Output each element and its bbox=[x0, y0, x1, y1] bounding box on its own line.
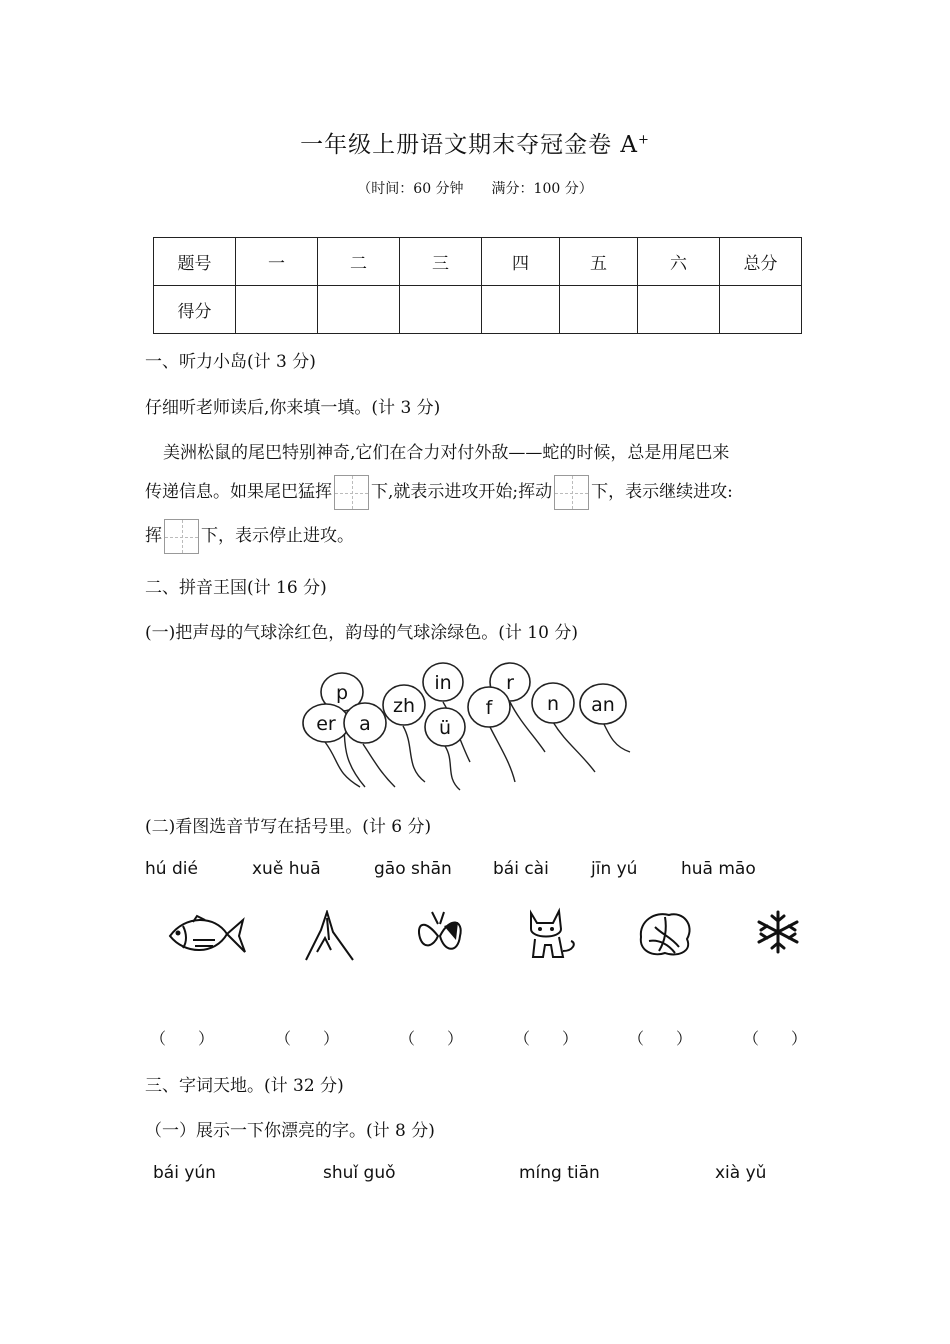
balloon-label: er bbox=[316, 713, 336, 735]
paragraph-line: 传递信息。如果尾巴猛挥 下,就表示进攻开始;挥动 下，表示继续进攻: bbox=[145, 475, 733, 510]
balloon-label: n bbox=[546, 693, 560, 715]
table-cell: 四 bbox=[482, 238, 560, 286]
syllable: bái cài bbox=[493, 859, 549, 879]
instruction: (一)把声母的气球涂红色，韵母的气球涂绿色。(计 10 分) bbox=[145, 623, 578, 643]
balloon-label: an bbox=[591, 694, 615, 716]
cat-icon bbox=[523, 905, 579, 963]
score-input-cell[interactable] bbox=[236, 286, 318, 334]
answer-parentheses[interactable]: （ ） bbox=[743, 1029, 808, 1048]
instruction: 仔细听老师读后,你来填一填。(计 3 分) bbox=[145, 398, 441, 418]
table-cell: 三 bbox=[400, 238, 482, 286]
balloon-label: p bbox=[335, 682, 349, 704]
table-cell: 一 bbox=[236, 238, 318, 286]
balloon-label: zh bbox=[392, 695, 416, 717]
score-input-cell[interactable] bbox=[482, 286, 560, 334]
butterfly-icon bbox=[414, 910, 466, 958]
instruction: (二)看图选音节写在括号里。(计 6 分) bbox=[145, 817, 432, 837]
table-row bbox=[154, 238, 802, 286]
mountain-icon bbox=[303, 910, 355, 962]
fish-icon bbox=[165, 910, 247, 962]
pinyin-word: míng tiān bbox=[519, 1163, 600, 1183]
section-heading: 二、拼音王国(计 16 分) bbox=[145, 578, 327, 598]
cabbage-icon bbox=[635, 907, 697, 959]
balloon-label: a bbox=[359, 713, 371, 735]
syllable: huā māo bbox=[681, 859, 756, 879]
balloons-illustration bbox=[295, 652, 635, 792]
section-heading: 三、字词天地。(计 32 分) bbox=[145, 1076, 344, 1096]
answer-parentheses[interactable]: （ ） bbox=[150, 1029, 215, 1048]
snowflake-icon bbox=[756, 910, 800, 954]
table-cell: 六 bbox=[638, 238, 720, 286]
pinyin-word: xià yǔ bbox=[715, 1163, 767, 1183]
answer-box[interactable] bbox=[164, 519, 199, 554]
score-table bbox=[153, 237, 802, 334]
balloon-label: f bbox=[485, 697, 493, 719]
score-input-cell[interactable] bbox=[720, 286, 802, 334]
table-cell: 五 bbox=[560, 238, 638, 286]
answer-parentheses[interactable]: （ ） bbox=[399, 1029, 464, 1048]
pinyin-word: bái yún bbox=[153, 1163, 216, 1183]
paragraph-line: 美洲松鼠的尾巴特别神奇,它们在合力对付外敌——蛇的时候，总是用尾巴来 bbox=[163, 443, 730, 463]
answer-parentheses[interactable]: （ ） bbox=[514, 1029, 579, 1048]
instruction: （一）展示一下你漂亮的字。(计 8 分) bbox=[145, 1121, 435, 1141]
pinyin-word: shuǐ guǒ bbox=[323, 1163, 396, 1183]
section-heading: 一、听力小岛(计 3 分) bbox=[145, 352, 316, 372]
syllable: jīn yú bbox=[591, 859, 638, 879]
balloon-label: ü bbox=[438, 717, 452, 739]
exam-info: （时间：60 分钟 满分：100 分） bbox=[357, 181, 593, 197]
answer-box[interactable] bbox=[554, 475, 589, 510]
balloon-label: in bbox=[434, 672, 452, 694]
answer-box[interactable] bbox=[334, 475, 369, 510]
syllable: xuě huā bbox=[252, 859, 321, 879]
score-input-cell[interactable] bbox=[400, 286, 482, 334]
balloon-label: r bbox=[506, 672, 514, 694]
answer-parentheses[interactable]: （ ） bbox=[275, 1029, 340, 1048]
table-cell: 总分 bbox=[720, 238, 802, 286]
table-cell: 题号 bbox=[154, 238, 236, 286]
table-row bbox=[154, 286, 802, 334]
paragraph-line: 挥 下，表示停止进攻。 bbox=[145, 519, 354, 554]
answer-parentheses[interactable]: （ ） bbox=[628, 1029, 693, 1048]
syllable: hú dié bbox=[145, 859, 198, 879]
score-input-cell[interactable] bbox=[638, 286, 720, 334]
table-cell: 得分 bbox=[154, 286, 236, 334]
score-input-cell[interactable] bbox=[560, 286, 638, 334]
syllable: gāo shān bbox=[374, 859, 452, 879]
score-input-cell[interactable] bbox=[318, 286, 400, 334]
page-title: 一年级上册语文期末夺冠金卷 A+ bbox=[300, 132, 650, 158]
table-cell: 二 bbox=[318, 238, 400, 286]
